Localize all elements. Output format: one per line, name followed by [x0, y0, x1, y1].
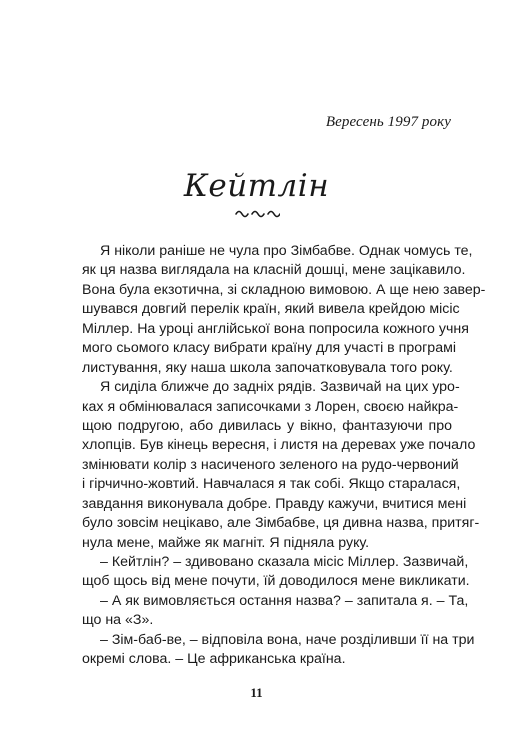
text-line: Вона була екзотична, зі складною вимовою. А ще нею завер-	[82, 281, 486, 298]
text-line: нула мене, майже як магніт. Я підняла руку.	[82, 534, 370, 551]
text-line: шувався довгий перелік країн, який вивела крейдою місіс	[82, 301, 460, 318]
chapter-title: Кейтлін	[183, 168, 330, 204]
chapter-date: Вересень 1997 року	[325, 114, 451, 130]
text-line: мого сьомого класу вибрати країну для участі в програмі	[82, 340, 456, 357]
text-line: Міллер. На уроці англійської вона попросила кожного учня	[82, 320, 469, 337]
text-line: було зовсім нецікаво, але Зімбабве, ця дивна назва, притяг-	[82, 515, 480, 532]
text-line: ках я обмінювалася записочками з Лорен, своєю найкра-	[82, 398, 459, 415]
text-line: окремі слова. – Це африканська країна.	[82, 651, 346, 668]
text-line: щою подругою, або дивилась у вікно, фантазуючи про	[82, 417, 452, 434]
text-line: змінювати колір з насиченого зеленого на рудо-червоний	[82, 456, 459, 473]
text-line: листування, яку наша школа започатковувала того року.	[82, 359, 453, 376]
triple-wave-ornament-icon	[234, 206, 280, 220]
body-text	[82, 242, 486, 670]
text-line: і гірчично-жовтий. Навчалася я так собі. Якщо старалася,	[82, 476, 461, 493]
text-line: Я ніколи раніше не чула про Зімбабве. Однак чомусь те,	[100, 243, 473, 259]
text-line: хлопців. Був кінець вересня, і листя на деревах уже почало	[82, 437, 476, 454]
text-line: – Зім-баб-ве, – відповіла вона, наче розділивши її на три	[100, 631, 475, 648]
text-line: Я сиділа ближче до задніх рядів. Зазвичай на цих уро-	[100, 379, 460, 396]
text-line: завдання виконувала добре. Правду кажучи, вчитися мені	[82, 495, 467, 512]
text-line: – Кейтлін? – здивовано сказала місіс Міллер. Зазвичай,	[100, 554, 469, 570]
text-line: – А як вимовляється остання назва? – запитала я. – Та,	[100, 592, 469, 609]
text-line: що на «З».	[82, 612, 154, 629]
text-line: як ця назва виглядала на класній дошці, мене зацікавило.	[82, 262, 466, 279]
text-line: щоб щось від мене почути, їй доводилося мене викликати.	[82, 573, 470, 590]
page-number: 11	[250, 685, 263, 700]
